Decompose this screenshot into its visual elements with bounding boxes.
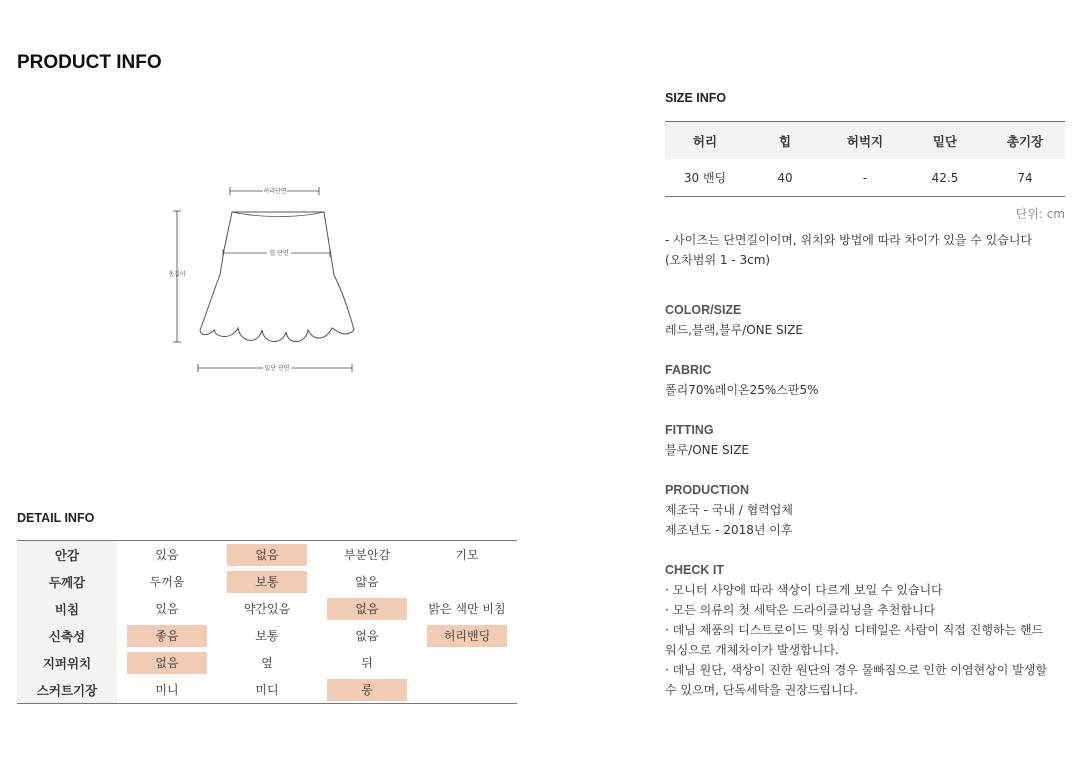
detail-row-zipper [17,649,517,676]
size-cell: 30 밴딩 [683,171,727,185]
detail-option: 미디 [255,682,279,697]
page-title: PRODUCT INFO [17,52,162,73]
check-line: · 모니터 사양에 따라 색상이 다르게 보일 수 있습니다 [665,583,943,597]
size-col-hip: 힙 [778,133,792,149]
detail-option [427,571,507,593]
detail-row-sheerness [17,595,517,622]
color-size-label: COLOR/SIZE [665,303,742,317]
detail-row-stretch [17,622,517,649]
size-info-title: SIZE INFO [665,91,727,105]
detail-option-selected: 보통 [227,571,307,593]
hem-label: 밑단 단면 [264,365,290,372]
check-line: 워싱으로 개체차이가 발생합니다. [665,643,839,657]
size-table-row [665,159,1065,196]
production-country: 제조국 - 국내 / 협력업체 [665,503,793,517]
detail-option: 뒤 [361,655,373,670]
size-col-thigh: 허벅지 [846,133,884,149]
skirt-diagram [160,180,370,380]
detail-option: 얇음 [355,574,379,589]
detail-row-head: 안감 [17,541,117,568]
detail-row-head: 신축성 [17,622,117,649]
hip-label: 힙 단면 [269,250,289,257]
detail-option: 보통 [255,628,279,643]
detail-option: 약간있음 [243,601,291,616]
fabric-label: FABRIC [665,363,712,377]
detail-option: 밝은 색만 비침 [428,601,506,616]
check-line: 수 있으며, 단독세탁을 권장드립니다. [665,683,858,697]
detail-option-selected: 없음 [327,598,407,620]
fitting-value: 블루/ONE SIZE [665,443,750,457]
check-line: · 데님 원단, 색상이 진한 원단의 경우 물빠짐으로 인한 이염현상이 발생할 [665,663,1047,677]
size-col-length: 총기장 [1006,133,1044,149]
length-label: 총길이 [168,271,186,278]
detail-option: 부분안감 [343,547,391,562]
detail-option-selected: 좋음 [127,625,207,647]
detail-option-selected: 허리밴딩 [427,625,507,647]
size-cell: - [862,170,868,185]
detail-row-thickness [17,568,517,595]
detail-option [427,679,507,701]
size-table-header [665,122,1065,159]
check-line: · 모든 의류의 첫 세탁은 드라이클리닝을 추천합니다 [665,603,936,617]
detail-option-selected: 없음 [127,652,207,674]
detail-option [427,652,507,674]
fabric-value: 폴리70%레이온25%스판5% [665,383,819,397]
detail-row-head: 두께감 [17,568,117,595]
color-size-value: 레드,블랙,블루/ONE SIZE [665,323,804,337]
waist-label: 허리단면 [263,188,287,195]
detail-option: 두꺼움 [149,574,185,589]
fitting-label: FITTING [665,423,714,437]
detail-info-title: DETAIL INFO [17,511,95,525]
detail-option: 미니 [155,682,179,697]
production-year: 제조년도 - 2018년 이후 [665,523,793,537]
detail-option: 없음 [355,628,379,643]
detail-option: 옆 [261,655,273,670]
size-cell: 74 [1017,170,1033,185]
detail-option: 있음 [155,547,179,562]
size-unit: 단위: cm [1015,207,1065,221]
detail-row-head: 스커트기장 [17,676,117,703]
detail-row-skirt-length [17,676,517,703]
detail-row-lining [17,541,517,568]
check-it-label: CHECK IT [665,563,725,577]
size-col-hem: 밑단 [932,133,958,149]
size-cell: 42.5 [931,170,959,185]
detail-option-selected: 롱 [327,679,407,701]
size-note: - 사이즈는 단면길이이며, 위치와 방법에 따라 차이가 있을 수 있습니다 [665,233,1033,247]
size-table [665,121,1065,197]
detail-row-head: 지퍼위치 [17,649,117,676]
check-line: · 데님 제품의 디스트로이드 및 워싱 디테일은 사람이 직접 진행하는 핸드 [665,623,1044,637]
detail-table [17,540,517,704]
detail-row-head: 비침 [17,595,117,622]
size-cell: 40 [777,170,793,185]
production-label: PRODUCTION [665,483,750,497]
detail-option-selected: 없음 [227,544,307,566]
detail-option: 기모 [455,547,479,562]
size-note-range: (오차범위 1 - 3cm) [665,253,771,267]
detail-option: 있음 [155,601,179,616]
size-col-waist: 허리 [692,133,718,149]
